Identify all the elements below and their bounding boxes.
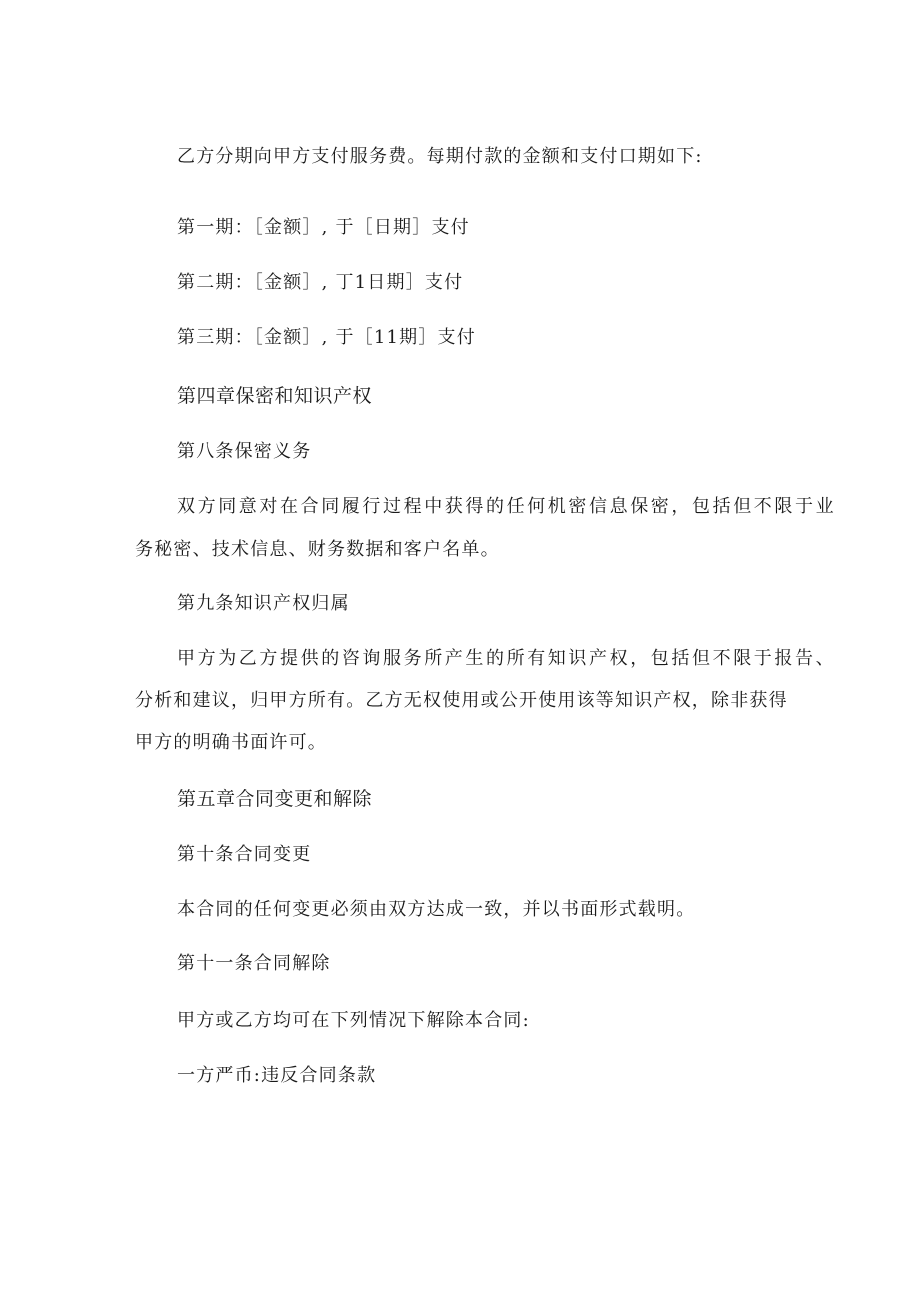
payment-intro: 乙方分期向甲方支付服务费。每期付款的金额和支付口期如下: — [177, 146, 703, 167]
installment-3: 第三期：［金额］, 于［11期］支付 — [177, 327, 476, 348]
article-8-body-line-1: 双方同意对在合同履行过程中获得的任何机密信息保密，包括但不限于业 — [177, 496, 837, 517]
chapter-5-heading: 第五章合同变更和解除 — [177, 788, 373, 810]
article-10-heading: 第十条合同变更 — [177, 844, 312, 865]
article-11-item-1: 一方严币:违反合同条款 — [177, 1065, 377, 1086]
article-9-body-line-3: 甲方的明确书面许可。 — [135, 732, 327, 753]
article-9-heading: 第九条知识产权归属 — [177, 593, 350, 614]
article-11-body: 甲方或乙方均可在下列情况下解除本合同: — [177, 1010, 530, 1031]
article-11-heading: 第十一条合同解除 — [177, 953, 331, 974]
article-9-body-line-2: 分析和建议，归甲方所有。乙方无权使用或公开使用该等知识产权，除非获得 — [135, 690, 788, 711]
installment-2: 第二期：［金额］, 丁1日期］支付 — [177, 272, 464, 293]
article-9-body-line-1: 甲方为乙方提供的咨询服务所产生的所有知识产权，包括但不限于报告、 — [177, 648, 837, 669]
chapter-4-heading: 第四章保密和知识产权 — [177, 385, 373, 407]
article-10-body: 本合同的任何变更必须由双方达成一致，并以书面形式载明。 — [177, 899, 696, 920]
article-8-body-line-2: 务秘密、技术信息、财务数据和客户名单。 — [135, 539, 500, 560]
installment-1: 第一期：［金额］, 于［日期］支付 — [177, 217, 470, 238]
article-8-heading: 第八条保密义务 — [177, 441, 312, 462]
